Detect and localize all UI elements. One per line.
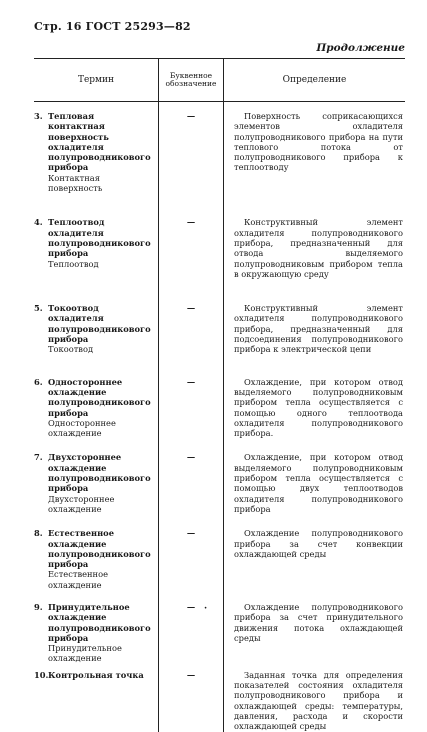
- definition-text: Охлаждение, при котором отвод выделяемого полупроводниковым прибором тепла осуществляется с помощью одного теплоотвода охладителя полупроводникового прибора.: [234, 376, 403, 439]
- letter-cell: [159, 193, 224, 279]
- table-row: [34, 193, 405, 279]
- definition-text: Охлаждение, при котором отвод выделяемого полупроводниковым прибором тепла осуществляется с помощью двух теплоотводов охладителя полупроводникового прибора: [234, 452, 403, 514]
- definition-text: Заданная точка для определения показателей состояния охладителя полупроводникового прибора и охлаждающей среды: температуры, давления, расхода и скорости охлаждающей среды: [234, 669, 403, 732]
- letter-designation: —: [186, 601, 196, 612]
- term-short-form: Принудительное охлаждение: [48, 643, 122, 664]
- term-cell: [34, 193, 159, 279]
- letter-cell: [159, 664, 224, 732]
- letter-designation: —: [186, 669, 196, 680]
- letter-cell: [159, 355, 224, 439]
- definition-text: Охлаждение полупроводникового прибора за счет конвекции охлаждающей среды: [234, 528, 403, 559]
- term-name: Контрольная точка: [48, 669, 144, 680]
- continuation-label: Продолжение: [316, 42, 405, 54]
- term-cell: [34, 355, 159, 439]
- term-number: 9.: [34, 601, 43, 612]
- definition-cell: [224, 664, 406, 732]
- term-name: Принудительное охлаждение полупроводникового прибора: [48, 601, 151, 643]
- letter-cell: [159, 102, 224, 194]
- letter-cell: [159, 514, 224, 590]
- term-short-form: Естественное охлаждение: [48, 569, 108, 590]
- term-name: Тепловая контактная поверхность охладителя полупроводникового прибора: [48, 111, 151, 173]
- letter-designation: —: [186, 303, 196, 314]
- definition-cell: [224, 102, 406, 194]
- letter-designation: —: [186, 376, 196, 387]
- term-name: Двухстороннее охлаждение полупроводникового прибора: [48, 452, 151, 494]
- page-header: Стр. 16 ГОСТ 25293—82: [34, 20, 191, 33]
- table-row: [34, 279, 405, 354]
- term-cell: [34, 279, 159, 354]
- table-row: [34, 355, 405, 439]
- term-cell: [34, 590, 159, 664]
- table-row: [34, 664, 405, 732]
- definition-cell: [224, 279, 406, 354]
- term-cell: [34, 102, 159, 194]
- definition-cell: [224, 514, 406, 590]
- term-number: 4.: [34, 217, 43, 228]
- term-name: Токоотвод охладителя полупроводникового прибора: [48, 303, 151, 345]
- term-short-form: Двухстороннее охлаждение: [48, 493, 115, 514]
- column-header-definition: Определение: [224, 59, 406, 102]
- definition-text: Охлаждение полупроводникового прибора за счет принудительного движения потока охлаждающей среды: [234, 601, 403, 643]
- letter-designation: —: [186, 217, 196, 228]
- definition-text: Конструктивный элемент охладителя полупроводникового прибора, предназначенный для подсоединения полупроводникового прибора к электрической цепи: [234, 303, 403, 355]
- term-short-form: Контактная поверхность: [48, 172, 103, 194]
- table-row: [34, 590, 405, 664]
- column-header-letter: Буквенное обозначение: [159, 59, 224, 102]
- term-name: Одностороннее охлаждение полупроводникового прибора: [48, 376, 151, 418]
- letter-designation: —: [186, 528, 196, 539]
- definition-cell: [224, 438, 406, 514]
- term-short-form: Токоотвод: [48, 344, 94, 355]
- term-cell: [34, 514, 159, 590]
- table-row: [34, 514, 405, 590]
- term-short-form: Одностороннее охлаждение: [48, 417, 116, 439]
- term-cell: [34, 664, 159, 732]
- table-row: [34, 438, 405, 514]
- term-number: 10.: [34, 669, 49, 680]
- column-header-term: Термин: [34, 59, 159, 102]
- term-number: 8.: [34, 528, 43, 539]
- term-short-form: Теплоотвод: [48, 258, 99, 269]
- term-name: Естественное охлаждение полупроводникового прибора: [48, 528, 151, 570]
- term-number: 3.: [34, 111, 43, 121]
- term-cell: [34, 438, 159, 514]
- term-number: 6.: [34, 376, 43, 387]
- term-number: 7.: [34, 452, 43, 463]
- definition-cell: [224, 193, 406, 279]
- definition-cell: [224, 590, 406, 664]
- term-name: Теплоотвод охладителя полупроводникового прибора: [48, 217, 151, 259]
- letter-cell: [159, 590, 224, 664]
- letter-designation: —: [186, 111, 196, 121]
- definition-cell: [224, 355, 406, 439]
- table-row: [34, 102, 405, 194]
- term-number: 5.: [34, 303, 43, 314]
- letter-cell: [159, 438, 224, 514]
- letter-designation: —: [186, 452, 196, 463]
- definition-text: Конструктивный элемент охладителя полупроводникового прибора, предназначенный для отвода выделяемого полупроводниковым прибором тепла в окружающую среду: [234, 217, 403, 279]
- letter-cell: [159, 279, 224, 354]
- definition-text: Поверхность соприкасающихся элементов охладителя полупроводникового прибора на пути теплового потока от полупроводникового прибора к теплоотводу: [234, 111, 403, 173]
- page-mark: ·: [204, 604, 208, 614]
